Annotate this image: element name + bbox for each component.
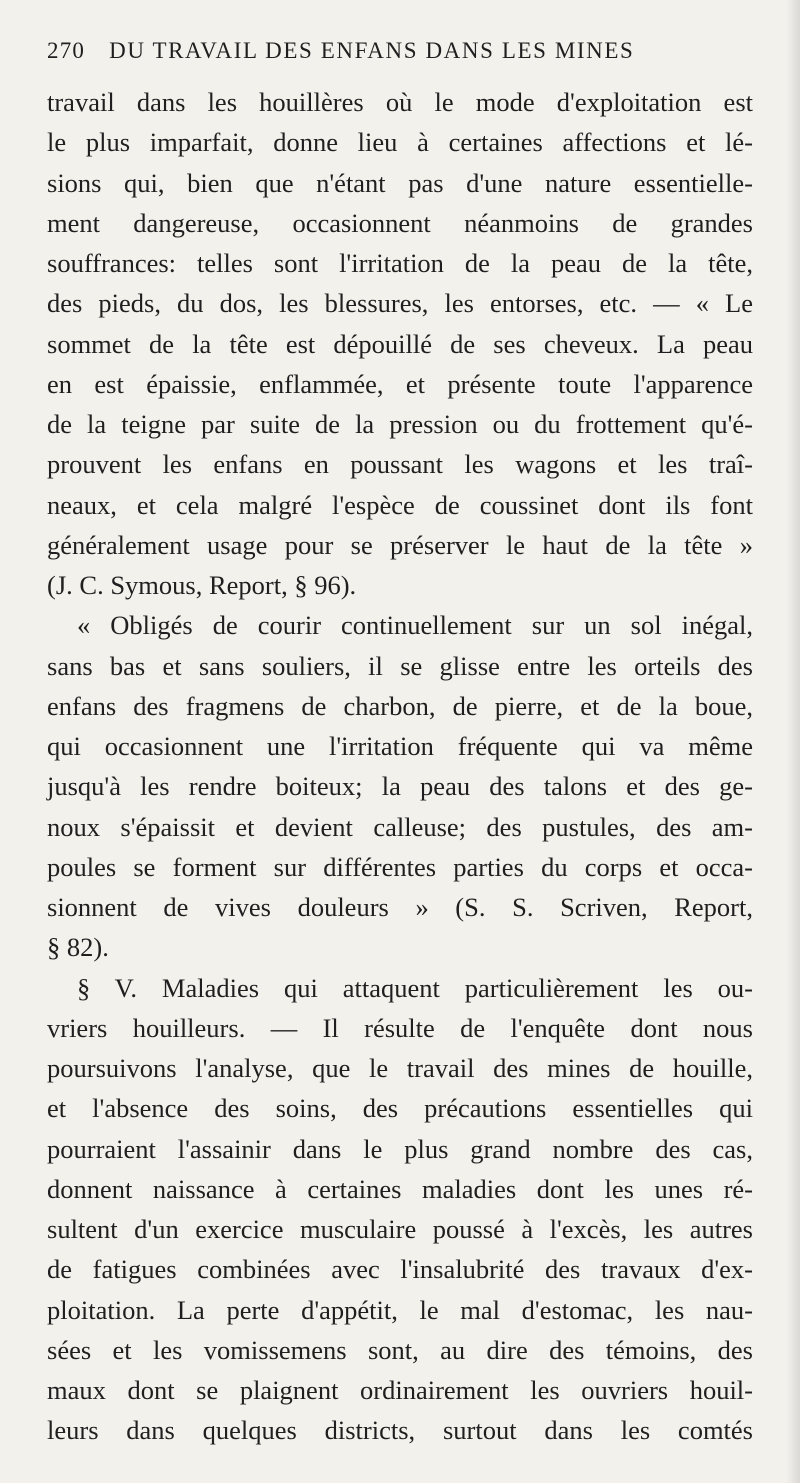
text-line: travail dans les houillères où le mode d'exploitation est: [47, 87, 753, 117]
text-line: souffrances: telles sont l'irritation de la peau de la tête,: [47, 248, 753, 278]
page-number: 270: [47, 38, 86, 63]
text-line: sans bas et sans souliers, il se glisse entre les orteils des: [47, 650, 753, 681]
text-line: des pieds, du dos, les blessures, les entorses, etc. — « Le: [47, 288, 753, 319]
text-line: (J. C. Symous, Report, § 96).: [47, 570, 357, 600]
text-line: noux s'épaissit et devient calleuse; des pustules, des am-: [47, 811, 753, 842]
text-line: prouvent les enfans en poussant les wagons et les traî-: [47, 449, 753, 480]
text-line: généralement usage pour se préserver le haut de la tête »: [47, 529, 753, 560]
text-line: en est épaissie, enflammée, et présente toute l'apparence: [47, 368, 753, 399]
text-line: neaux, et cela malgré l'espèce de coussinet dont ils font: [47, 489, 753, 520]
text-line: de la teigne par suite de la pression ou du frottement qu'é-: [47, 409, 753, 439]
text-line: qui occasionnent une l'irritation fréquente qui va même: [47, 731, 753, 761]
text-line: sionnent de vives douleurs » (S. S. Scriven, Report,: [47, 892, 753, 922]
text-line: sions qui, bien que n'étant pas d'une nature essentielle-: [47, 167, 753, 198]
text-line: le plus imparfait, donne lieu à certaines affections et lé-: [47, 127, 753, 158]
running-head: [47, 38, 752, 70]
section-heading-line: § V. Maladies qui attaquent particulièrement les ou-: [77, 972, 753, 1003]
text-line: leurs dans quelques districts, surtout dans les comtés: [47, 1415, 753, 1446]
text-line: et l'absence des soins, des précautions essentielles qui: [47, 1093, 753, 1124]
text-line: pourraient l'assainir dans le plus grand nombre des cas,: [47, 1133, 753, 1164]
body-text: [47, 82, 753, 1451]
text-line: poules se forment sur différentes parties du corps et occa-: [47, 851, 753, 882]
text-line: § 82).: [47, 932, 109, 963]
text-line: de fatigues combinées avec l'insalubrité des travaux d'ex-: [47, 1254, 753, 1285]
text-line: vriers houilleurs. — Il résulte de l'enquête dont nous: [47, 1012, 753, 1043]
text-line: sommet de la tête est dépouillé de ses cheveux. La peau: [47, 328, 753, 359]
text-line: ment dangereuse, occasionnent néanmoins de grandes: [47, 207, 753, 238]
running-title: DU TRAVAIL DES ENFANS DANS LES MINES: [109, 38, 635, 63]
text-line: poursuivons l'analyse, que le travail des mines de houille,: [47, 1053, 753, 1083]
text-line: jusqu'à les rendre boiteux; la peau des talons et des ge-: [47, 771, 753, 802]
text-line: donnent naissance à certaines maladies dont les unes ré-: [47, 1173, 753, 1204]
text-line: maux dont se plaignent ordinairement les ouvriers houil-: [47, 1375, 753, 1405]
text-line: sées et les vomissemens sont, au dire des témoins, des: [47, 1334, 753, 1365]
text-line: ploitation. La perte d'appétit, le mal d'estomac, les nau-: [47, 1294, 753, 1325]
text-line: « Obligés de courir continuellement sur un sol inégal,: [77, 610, 753, 641]
text-line: enfans des fragmens de charbon, de pierre, et de la boue,: [47, 690, 753, 721]
text-line: sultent d'un exercice musculaire poussé à l'excès, les autres: [47, 1214, 753, 1244]
